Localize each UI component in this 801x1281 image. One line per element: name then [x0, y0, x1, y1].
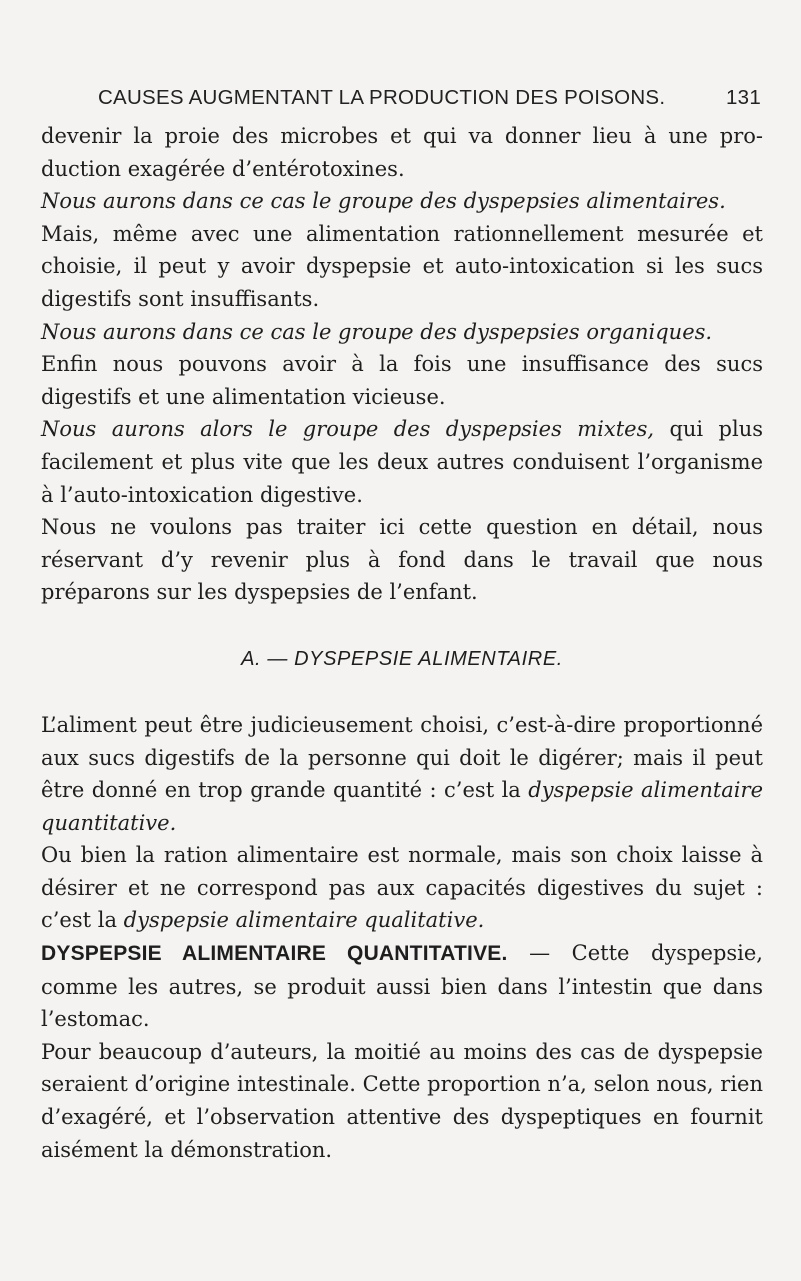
section-paragraph-2 [41, 839, 763, 937]
section-paragraph-1-italic: dyspepsie alimentaire quantitative. [41, 778, 763, 835]
section-paragraph-1-text: L’aliment peut être judicieusement choisi, c’est-à-dire proportionné aux sucs digestifs de la personne qui doit le digérer; mais il peut être donné en trop grande quantité : c’est la [41, 712, 763, 803]
section-paragraph-3 [41, 937, 763, 1036]
paragraph-7: Nous ne voulons pas traiter ici cette question en détail, nous réservant d’y revenir plus à fond dans le travail que nous préparons sur les dyspepsies de l’enfant. [41, 515, 763, 605]
section-heading: A. — DYSPEPSIE ALIMENTAIRE. [241, 647, 563, 670]
page-number: 131 [726, 86, 761, 109]
run-in-heading: DYSPEPSIE ALIMENTAIRE QUANTITATIVE. [41, 942, 508, 966]
paragraph-4-italic: Nous aurons dans ce cas le groupe des dyspepsies organiques. [41, 319, 713, 344]
paragraph-6-rest: qui plus facilement et plus vite que les deux autres conduisent l’organisme à l’auto-intoxication digestive. [41, 417, 764, 507]
section-paragraph-1 [41, 709, 763, 839]
paragraph-5: Enfin nous pouvons avoir à la fois une insuffisance des sucs digestifs et une alimentation vicieuse. [41, 352, 763, 409]
paragraph-6-italic-part: Nous aurons alors le groupe des dyspepsies mixtes, [41, 417, 655, 442]
body-text [41, 120, 763, 1166]
section-paragraph-4: Pour beaucoup d’auteurs, la moitié au moins des cas de dyspepsie seraient d’origine intestinale. Cette proportion n’a, selon nous, rien d’exagéré, et l’observation attentive des dyspeptiques en fournit aisément la démonstration. [41, 1039, 763, 1162]
section-paragraph-2-italic: dyspepsie alimentaire qualitative. [123, 908, 485, 933]
section-paragraph-2-text: Ou bien la ration alimentaire est normale, mais son choix laisse à désirer et ne correspond pas aux capacités digestives du sujet : c’est la [41, 843, 763, 933]
paragraph-3: Mais, même avec une alimentation rationnellement mesurée et choisie, il peut y avoir dyspepsie et auto-intoxication si les sucs digestifs sont insuffisants. [41, 221, 763, 311]
paragraph-1: devenir la proie des microbes et qui va donner lieu à une production exagérée d’entérotoxines. [41, 124, 763, 181]
paragraph-2-italic: Nous aurons dans ce cas le groupe des dyspepsies alimentaires. [41, 189, 726, 214]
running-head-title: CAUSES AUGMENTANT LA PRODUCTION DES POISONS. [98, 86, 666, 109]
running-head [98, 86, 761, 116]
section-paragraph-3-text: — Cette dyspepsie, comme les autres, se produit aussi bien dans l’intestin que dans l’estomac. [41, 941, 763, 1032]
paragraph-6 [41, 413, 763, 511]
